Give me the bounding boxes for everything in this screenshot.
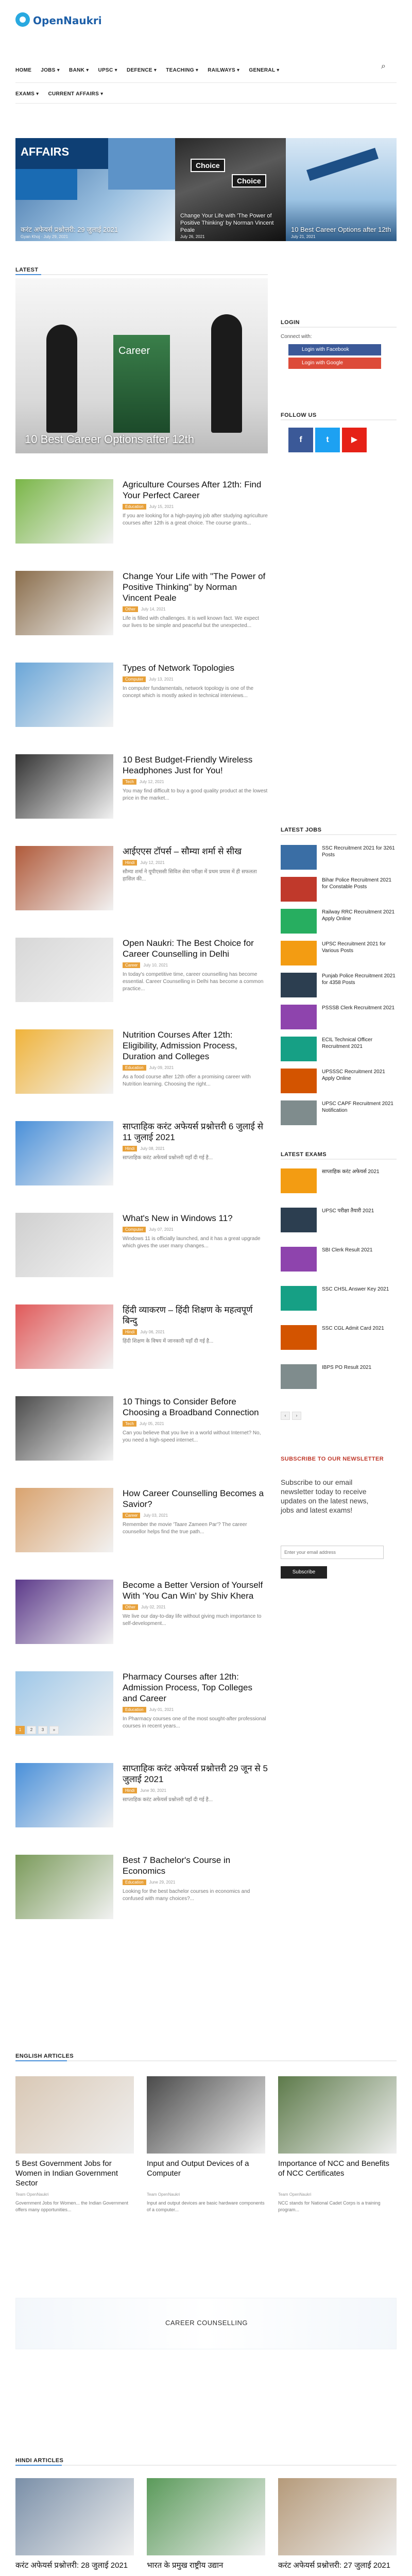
post-excerpt: Life is filled with challenges. It is well known fact. We expect our lives to be simple and peaceful but the unexpected... — [123, 616, 259, 629]
article-card[interactable] — [15, 2076, 134, 2226]
hero-meta: Gyan Khoj · July 29, 2021 — [21, 234, 68, 239]
article-card[interactable] — [147, 2076, 265, 2226]
article-thumbnail[interactable] — [15, 2478, 134, 2555]
post-meta — [123, 1421, 268, 1427]
article-title[interactable]: करंट अफेयर्स प्रश्नोत्तरी: 28 जुलाई 2021 — [15, 2561, 128, 2570]
job-item[interactable] — [281, 1069, 397, 1095]
post-excerpt: As a food course after 12th offer a promising career with Nutrition learning. Choosing the right... — [123, 1074, 251, 1087]
category-badge[interactable]: Education — [123, 1065, 146, 1071]
post-excerpt: If you are looking for a high-paying job after studying agriculture courses after 12th is a great choice. The course grants... — [123, 513, 268, 526]
post-text — [123, 571, 268, 630]
career-counselling-banner[interactable] — [15, 2298, 397, 2349]
section-divider — [281, 419, 397, 420]
post-text — [123, 1213, 268, 1250]
category-badge[interactable]: Career — [123, 962, 140, 968]
post-title[interactable]: आईएएस टॉपर्स – सौम्या शर्मा से सीख — [123, 846, 242, 856]
section-divider — [281, 1159, 397, 1160]
post-text — [123, 1396, 268, 1444]
post-text — [123, 1121, 268, 1162]
choice-sign: Choice — [191, 159, 225, 172]
featured-post[interactable] — [15, 278, 268, 453]
post-text — [123, 1488, 268, 1536]
post-thumbnail[interactable] — [15, 1396, 113, 1461]
article-excerpt: Input and output devices are basic hardware components of a computer... — [147, 2200, 265, 2212]
post-date: June 29, 2021 — [149, 1880, 176, 1885]
nav-general[interactable]: GENERAL ▾ — [249, 67, 280, 73]
facebook-icon[interactable]: f — [288, 428, 313, 452]
job-thumbnail[interactable] — [281, 973, 317, 997]
post-title[interactable]: Become a Better Version of Yourself With 'You Can Win' by Shiv Khera — [123, 1580, 263, 1601]
newsletter-text: Subscribe to our email newsletter today to receive updates on the latest news, jobs and latest exams! — [281, 1478, 369, 1514]
article-thumbnail[interactable] — [278, 2478, 397, 2555]
job-title[interactable]: ECIL Technical Officer Recruitment 2021 — [322, 1037, 373, 1049]
job-title[interactable]: Punjab Police Recruitment 2021 for 4358 Posts — [322, 973, 396, 986]
exam-item[interactable] — [281, 1286, 397, 1313]
section-accent — [15, 2465, 62, 2466]
hero-meta: July 26, 2021 — [180, 234, 205, 239]
login-google-button[interactable]: Login with Google — [288, 358, 381, 369]
category-badge[interactable]: Other — [123, 606, 138, 612]
post-meta — [123, 779, 268, 785]
post-meta — [123, 1227, 268, 1232]
post-thumbnail[interactable] — [15, 1213, 113, 1277]
nav-upsc[interactable]: UPSC ▾ — [98, 67, 117, 73]
post-text — [123, 1580, 268, 1628]
post-title[interactable]: 10 Best Budget-Friendly Wireless Headphones Just for You! — [123, 755, 253, 775]
follow-title: FOLLOW US — [281, 412, 317, 418]
post-date: July 08, 2021 — [140, 1146, 165, 1151]
nav-railways[interactable]: RAILWAYS ▾ — [208, 67, 240, 73]
section-divider — [15, 2060, 397, 2061]
post-excerpt: In computer fundamentals, network topology is one of the concept which is mostly asked in technical interviews... — [123, 686, 254, 699]
article-title[interactable]: Importance of NCC and Benefits of NCC Certificates — [278, 2159, 389, 2178]
article-title[interactable]: भारत के प्रमुख राष्ट्रीय उद्यान — [147, 2561, 224, 2570]
exam-title[interactable]: SSC CGL Admit Card 2021 — [322, 1326, 384, 1331]
post-title[interactable]: What's New in Windows 11? — [123, 1213, 233, 1223]
hero-block — [15, 169, 77, 200]
job-thumbnail[interactable] — [281, 1037, 317, 1061]
post-thumbnail[interactable] — [15, 1488, 113, 1552]
category-badge[interactable]: Education — [123, 504, 146, 510]
header — [0, 0, 412, 58]
article-thumbnail[interactable] — [15, 2076, 134, 2154]
exam-item[interactable] — [281, 1247, 397, 1274]
latest-exams-title: LATEST EXAMS — [281, 1151, 327, 1158]
featured-title[interactable]: 10 Best Career Options after 12th — [25, 433, 194, 446]
post-date: July 07, 2021 — [149, 1227, 174, 1232]
exam-title[interactable]: साप्ताहिक करंट अफेयर्स 2021 — [322, 1169, 380, 1175]
section-accent — [15, 2060, 67, 2061]
post-date: July 05, 2021 — [139, 1421, 164, 1426]
post-text — [123, 938, 268, 993]
post-thumbnail[interactable] — [15, 1304, 113, 1369]
post-text — [123, 754, 268, 802]
job-thumbnail[interactable] — [281, 1100, 317, 1125]
main-nav — [15, 64, 280, 76]
exam-title[interactable]: UPSC परीक्षा तैयारी 2021 — [322, 1208, 374, 1214]
post-text — [123, 1855, 268, 1903]
page-button[interactable]: 1 — [15, 1726, 25, 1734]
job-item[interactable] — [281, 973, 397, 999]
job-thumbnail[interactable] — [281, 909, 317, 934]
post-thumbnail[interactable] — [15, 1855, 113, 1919]
category-badge[interactable]: Hindi — [123, 1329, 137, 1335]
section-divider — [281, 834, 397, 835]
exam-thumbnail[interactable] — [281, 1364, 317, 1389]
post-date: July 12, 2021 — [139, 779, 164, 784]
page-button[interactable]: 3 — [38, 1726, 47, 1734]
job-title[interactable]: SSC Recruitment 2021 for 3261 Posts — [322, 845, 395, 858]
job-item[interactable] — [281, 909, 397, 936]
article-author: Team OpenNaukri — [15, 2192, 49, 2197]
article-thumbnail[interactable] — [147, 2478, 265, 2555]
hero-title[interactable]: Change Your Life with 'The Power of Positive Thinking' by Norman Vincent Peale — [180, 213, 274, 233]
post-excerpt: Can you believe that you live in a world without Internet? No, you need a high-speed internet... — [123, 1430, 261, 1443]
newsletter-title: SUBSCRIBE TO OUR NEWSLETTER — [281, 1456, 384, 1462]
article-card[interactable] — [147, 2478, 265, 2576]
twitter-icon[interactable]: t — [315, 428, 340, 452]
post-excerpt: Remember the movie 'Taare Zameen Par'? The career counsellor helps find the true path... — [123, 1522, 247, 1535]
article-title[interactable]: 5 Best Government Jobs for Women in Indian Government Sector — [15, 2159, 118, 2188]
job-title[interactable]: Railway RRC Recruitment 2021 Apply Online — [322, 909, 395, 922]
article-card[interactable] — [278, 2076, 397, 2226]
job-item[interactable] — [281, 1005, 397, 1031]
subscribe-button[interactable]: Subscribe — [281, 1566, 327, 1579]
job-thumbnail[interactable] — [281, 1069, 317, 1093]
post-meta — [123, 1513, 268, 1518]
post-title[interactable]: How Career Counselling Becomes a Savior? — [123, 1488, 264, 1509]
job-item[interactable] — [281, 845, 397, 872]
article-excerpt: Government Jobs for Women... the Indian Government offers many opportunities... — [15, 2200, 128, 2212]
post-thumbnail[interactable] — [15, 846, 113, 910]
exam-thumbnail[interactable] — [281, 1286, 317, 1311]
page-button[interactable]: 2 — [27, 1726, 36, 1734]
post-text — [123, 846, 268, 883]
article-thumbnail[interactable] — [147, 2076, 265, 2154]
post-meta — [123, 1065, 268, 1071]
post-meta — [123, 1788, 268, 1793]
article-author: Team OpenNaukri — [278, 2192, 312, 2197]
nav-exams[interactable]: EXAMS ▾ — [15, 91, 39, 97]
hero-block — [108, 138, 175, 190]
job-item[interactable] — [281, 1037, 397, 1063]
job-thumbnail[interactable] — [281, 877, 317, 902]
exam-title[interactable]: SBI Clerk Result 2021 — [322, 1247, 373, 1253]
post-excerpt: साप्ताहिक करंट अफेयर्स प्रश्नोत्तरी यहाँ दी गई है... — [123, 1155, 213, 1161]
article-card[interactable] — [278, 2478, 397, 2576]
post-date: July 03, 2021 — [143, 1513, 168, 1518]
category-badge[interactable]: Tech — [123, 1421, 136, 1427]
hindi-section-title: HINDI ARTICLES — [15, 2458, 64, 2464]
category-badge[interactable]: Hindi — [123, 1788, 137, 1793]
post-excerpt: Windows 11 is officially launched, and it has a great upgrade which gives the user many changes... — [123, 1236, 261, 1249]
post-excerpt: In today's competitive time, career counselling has become essential. Career Counselling in Delhi has become a common practice... — [123, 972, 264, 992]
post-date: July 01, 2021 — [149, 1707, 174, 1712]
search-icon[interactable]: ⌕ — [381, 62, 386, 71]
category-badge[interactable]: Career — [123, 1513, 140, 1518]
person-silhouette — [46, 325, 77, 433]
post-title[interactable]: Best 7 Bachelor's Course in Economics — [123, 1855, 231, 1876]
category-badge[interactable]: Computer — [123, 676, 146, 682]
job-title[interactable]: UPSC CAPF Recruitment 2021 Notification — [322, 1101, 393, 1113]
latest-pagination — [15, 1726, 59, 1734]
post-excerpt: सौम्या शर्मा ने यूपीएससी सिविल सेवा परीक्षा में प्रथम प्रयास में ही सफलता हासिल की... — [123, 869, 257, 882]
job-thumbnail[interactable] — [281, 845, 317, 870]
post-title[interactable]: Nutrition Courses After 12th: Eligibility, Admission Process, Duration and Colleges — [123, 1030, 237, 1061]
exam-title[interactable]: IBPS PO Result 2021 — [322, 1365, 372, 1370]
exam-thumbnail[interactable] — [281, 1325, 317, 1350]
job-item[interactable] — [281, 1100, 397, 1127]
login-title: LOGIN — [281, 319, 300, 326]
post-thumbnail[interactable] — [15, 754, 113, 819]
secondary-nav — [15, 89, 103, 99]
exam-thumbnail[interactable] — [281, 1208, 317, 1232]
exam-item[interactable] — [281, 1364, 397, 1391]
hero-title[interactable]: करंट अफेयर्स प्रश्नोत्तरी: 29 जुलाई 2021 — [21, 226, 118, 233]
career-arrow — [306, 148, 379, 181]
post-meta — [123, 676, 268, 682]
post-text — [123, 1304, 268, 1345]
post-meta — [123, 962, 268, 968]
post-text — [123, 1671, 268, 1730]
job-title[interactable]: UPSC Recruitment 2021 for Various Posts — [322, 941, 386, 954]
category-badge[interactable]: Education — [123, 1707, 146, 1713]
article-thumbnail[interactable] — [278, 2076, 397, 2154]
nav-divider — [15, 82, 397, 83]
post-title[interactable]: Open Naukri: The Best Choice for Career Counselling in Delhi — [123, 938, 254, 959]
post-thumbnail[interactable] — [15, 1763, 113, 1827]
newsletter-email-input[interactable] — [281, 1546, 384, 1559]
post-title[interactable]: हिंदी व्याकरण – हिंदी शिक्षण के महत्वपूर्ण बिन्दु — [123, 1305, 253, 1326]
post-date: July 02, 2021 — [141, 1605, 166, 1609]
hero-title[interactable]: 10 Best Career Options after 12th — [291, 226, 391, 233]
hero-tag: AFFAIRS — [15, 138, 108, 169]
exam-thumbnail[interactable] — [281, 1247, 317, 1272]
post-date: July 10, 2021 — [143, 963, 168, 968]
category-badge[interactable]: Other — [123, 1604, 138, 1610]
choice-sign: Choice — [232, 174, 266, 188]
youtube-icon[interactable]: ▶ — [342, 428, 367, 452]
section-divider — [15, 2465, 397, 2466]
job-item[interactable] — [281, 941, 397, 968]
logo-icon — [15, 12, 30, 27]
post-date: July 15, 2021 — [149, 504, 174, 509]
post-excerpt: हिंदी शिक्षण के विषय में जानकारी यहाँ दी गई है... — [123, 1338, 214, 1344]
page-next-button[interactable]: » — [49, 1726, 59, 1734]
post-date: June 30, 2021 — [140, 1788, 166, 1793]
section-accent — [15, 274, 41, 275]
post-title[interactable]: Change Your Life with "The Power of Positive Thinking" by Norman Vincent Peale — [123, 571, 266, 603]
nav-teaching[interactable]: TEACHING ▾ — [166, 67, 199, 73]
post-thumbnail[interactable] — [15, 571, 113, 635]
nav-current-affairs[interactable]: CURRENT AFFAIRS ▾ — [48, 91, 104, 97]
article-title[interactable]: करंट अफेयर्स प्रश्नोत्तरी: 27 जुलाई 2021 — [278, 2561, 391, 2570]
nav-home[interactable]: HOME — [15, 67, 32, 73]
logo-text: OpenNaukri — [33, 14, 102, 27]
hero-card-mid[interactable] — [175, 138, 286, 241]
post-meta — [123, 1604, 268, 1610]
category-badge[interactable]: Education — [123, 1879, 146, 1885]
post-thumbnail[interactable] — [15, 1580, 113, 1644]
english-section-title: ENGLISH ARTICLES — [15, 2053, 74, 2059]
article-title[interactable]: Input and Output Devices of a Computer — [147, 2159, 249, 2178]
post-thumbnail[interactable] — [15, 663, 113, 727]
exams-pagination — [281, 1412, 301, 1420]
exam-item[interactable] — [281, 1325, 397, 1352]
hero-card-right[interactable] — [286, 138, 397, 241]
article-card[interactable] — [15, 2478, 134, 2576]
job-title[interactable]: PSSSB Clerk Recruitment 2021 — [322, 1005, 395, 1011]
exam-title[interactable]: SSC CHSL Answer Key 2021 — [322, 1286, 389, 1292]
page-prev-button[interactable]: ‹ — [281, 1412, 290, 1420]
job-item[interactable] — [281, 877, 397, 904]
connect-label: Connect with: — [281, 334, 312, 340]
post-excerpt: In Pharmacy courses one of the most sought-after professional courses in recent years... — [123, 1716, 266, 1729]
exam-item[interactable] — [281, 1208, 397, 1234]
section-divider — [281, 327, 397, 328]
post-meta — [123, 1707, 268, 1713]
post-meta — [123, 1329, 268, 1335]
page-next-button[interactable]: › — [292, 1412, 301, 1420]
section-divider — [15, 274, 268, 275]
post-thumbnail[interactable] — [15, 938, 113, 1002]
post-excerpt: Looking for the best bachelor courses in economics and confused with many choices?... — [123, 1889, 250, 1902]
exam-thumbnail[interactable] — [281, 1168, 317, 1193]
post-meta — [123, 1146, 268, 1151]
latest-jobs-title: LATEST JOBS — [281, 827, 322, 833]
category-badge[interactable]: Computer — [123, 1227, 146, 1232]
post-excerpt: We live our day-to-day life without giving much importance to self-development... — [123, 1614, 262, 1626]
job-title[interactable]: UPSSSC Recruitment 2021 Apply Online — [322, 1069, 385, 1081]
login-facebook-button[interactable]: Login with Facebook — [288, 344, 381, 355]
hero-meta: July 21, 2021 — [291, 234, 316, 239]
category-badge[interactable]: Tech — [123, 779, 136, 785]
person-silhouette — [211, 314, 242, 433]
post-meta — [123, 606, 268, 612]
post-title[interactable]: Agriculture Courses After 12th: Find Your Perfect Career — [123, 480, 262, 500]
job-thumbnail[interactable] — [281, 1005, 317, 1029]
nav-jobs[interactable]: JOBS ▾ — [41, 67, 60, 73]
post-meta — [123, 504, 268, 510]
post-excerpt: साप्ताहिक करंट अफेयर्स प्रश्नोत्तरी यहाँ दी गई है... — [123, 1797, 213, 1803]
hero-card-left[interactable] — [15, 138, 175, 241]
post-date: July 12, 2021 — [140, 860, 165, 865]
latest-section-title: LATEST — [15, 267, 39, 273]
nav-defence[interactable]: DEFENCE ▾ — [126, 67, 157, 73]
career-word: Career — [118, 345, 150, 357]
post-title[interactable]: साप्ताहिक करंट अफेयर्स प्रश्नोत्तरी 6 जुलाई से 11 जुलाई 2021 — [123, 1122, 264, 1142]
post-date: July 13, 2021 — [149, 677, 174, 682]
article-excerpt: NCC stands for National Cadet Corps is a training program... — [278, 2200, 381, 2212]
post-title[interactable]: साप्ताहिक करंट अफेयर्स प्रश्नोत्तरी 29 जून से 5 जुलाई 2021 — [123, 1764, 268, 1784]
post-text — [123, 1029, 268, 1088]
post-date: July 09, 2021 — [149, 1065, 174, 1070]
post-title[interactable]: Pharmacy Courses after 12th: Admission Process, Top Colleges and Career — [123, 1672, 252, 1703]
category-badge[interactable]: Hindi — [123, 1146, 137, 1151]
article-author: Team OpenNaukri — [147, 2192, 180, 2197]
nav-divider — [15, 103, 397, 104]
post-thumbnail[interactable] — [15, 1029, 113, 1094]
exam-item[interactable] — [281, 1168, 397, 1195]
post-title[interactable]: Types of Network Topologies — [123, 663, 235, 673]
banner-label: CAREER COUNSELLING — [165, 2319, 248, 2327]
post-thumbnail[interactable] — [15, 1121, 113, 1185]
post-text — [123, 663, 268, 700]
post-title[interactable]: 10 Things to Consider Before Choosing a Broadband Connection — [123, 1397, 259, 1417]
post-text — [123, 1763, 268, 1804]
nav-bank[interactable]: BANK ▾ — [69, 67, 89, 73]
job-thumbnail[interactable] — [281, 941, 317, 965]
post-meta — [123, 1879, 268, 1885]
category-badge[interactable]: Hindi — [123, 860, 137, 866]
post-meta — [123, 860, 268, 866]
post-excerpt: You may find difficult to buy a good quality product at the lowest price in the market... — [123, 788, 268, 801]
site-logo[interactable] — [15, 9, 102, 30]
post-date: July 06, 2021 — [140, 1330, 165, 1334]
job-title[interactable]: Bihar Police Recruitment 2021 for Constable Posts — [322, 877, 392, 890]
post-date: July 14, 2021 — [141, 607, 166, 612]
post-text — [123, 479, 268, 527]
post-thumbnail[interactable] — [15, 479, 113, 544]
